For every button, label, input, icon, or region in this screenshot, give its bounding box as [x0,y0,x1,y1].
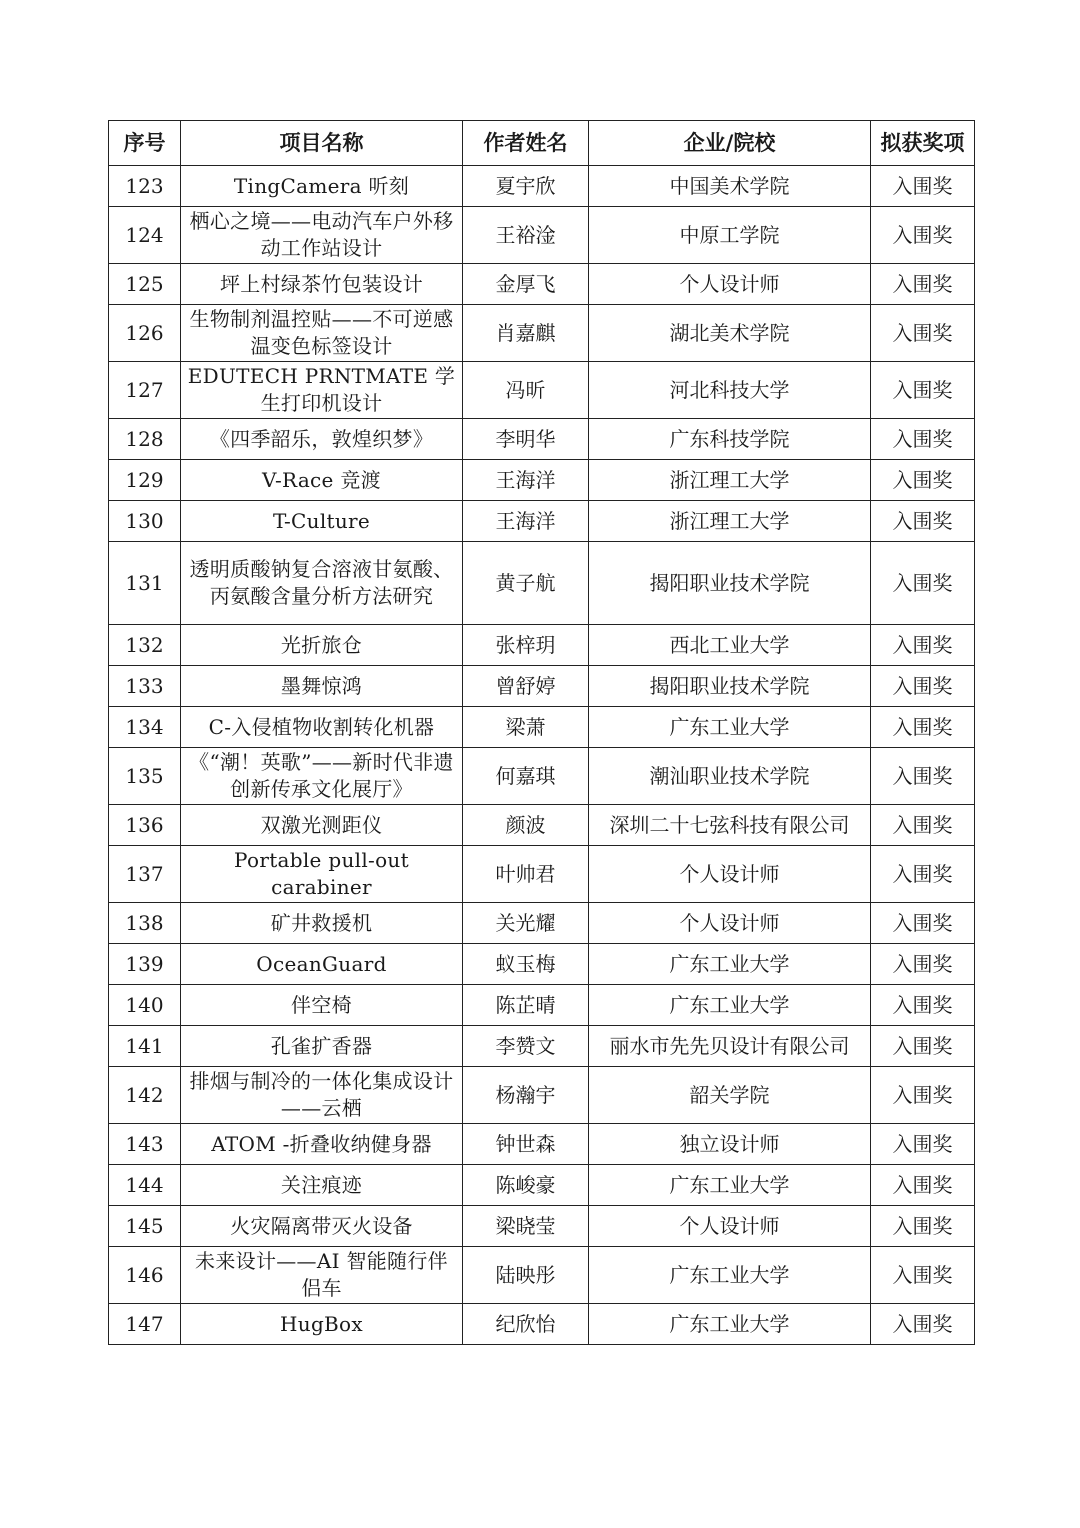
cell-org: 个人设计师 [589,846,871,903]
table-row [109,460,975,501]
table-body [109,166,975,1345]
cell-title: 墨舞惊鸿 [181,666,463,707]
cell-title: 关注痕迹 [181,1165,463,1206]
cell-org: 个人设计师 [589,903,871,944]
cell-org: 独立设计师 [589,1124,871,1165]
cell-org: 广东工业大学 [589,1304,871,1345]
cell-org: 浙江理工大学 [589,501,871,542]
cell-org: 浙江理工大学 [589,460,871,501]
cell-org: 湖北美术学院 [589,305,871,362]
cell-no: 138 [109,903,181,944]
cell-author: 夏宇欣 [463,166,589,207]
cell-no: 130 [109,501,181,542]
cell-org: 个人设计师 [589,264,871,305]
cell-award: 入围奖 [871,707,975,748]
table-row [109,542,975,625]
cell-no: 131 [109,542,181,625]
cell-award: 入围奖 [871,501,975,542]
cell-no: 145 [109,1206,181,1247]
table-row [109,264,975,305]
cell-award: 入围奖 [871,419,975,460]
cell-award: 入围奖 [871,985,975,1026]
table-row [109,805,975,846]
cell-no: 134 [109,707,181,748]
cell-award: 入围奖 [871,1067,975,1124]
cell-title: HugBox [181,1304,463,1345]
cell-author: 陈芷晴 [463,985,589,1026]
table-row [109,707,975,748]
cell-org: 丽水市先先贝设计有限公司 [589,1026,871,1067]
cell-author: 梁晓莹 [463,1206,589,1247]
cell-no: 129 [109,460,181,501]
cell-author: 曾舒婷 [463,666,589,707]
cell-no: 132 [109,625,181,666]
cell-award: 入围奖 [871,1206,975,1247]
cell-no: 128 [109,419,181,460]
cell-title: 火灾隔离带灭火设备 [181,1206,463,1247]
table-row [109,944,975,985]
table-row [109,1067,975,1124]
header-award: 拟获奖项 [871,121,975,166]
cell-author: 金厚飞 [463,264,589,305]
table-row [109,625,975,666]
cell-no: 135 [109,748,181,805]
cell-no: 127 [109,362,181,419]
cell-award: 入围奖 [871,305,975,362]
cell-author: 杨瀚宇 [463,1067,589,1124]
cell-author: 张梓玥 [463,625,589,666]
table-row [109,748,975,805]
cell-org: 广东工业大学 [589,985,871,1026]
cell-award: 入围奖 [871,748,975,805]
table-row [109,985,975,1026]
cell-title: 未来设计——AI 智能随行伴侣车 [181,1247,463,1304]
header-title: 项目名称 [181,121,463,166]
cell-no: 123 [109,166,181,207]
cell-title: 《“潮！英歌”——新时代非遗创新传承文化展厅》 [181,748,463,805]
cell-author: 陆映彤 [463,1247,589,1304]
cell-no: 139 [109,944,181,985]
cell-title: C-入侵植物收割转化机器 [181,707,463,748]
cell-author: 颜波 [463,805,589,846]
cell-award: 入围奖 [871,846,975,903]
cell-author: 肖嘉麒 [463,305,589,362]
cell-no: 125 [109,264,181,305]
cell-title: 孔雀扩香器 [181,1026,463,1067]
cell-award: 入围奖 [871,264,975,305]
cell-award: 入围奖 [871,1247,975,1304]
cell-title: EDUTECH PRNTMATE 学生打印机设计 [181,362,463,419]
cell-title: 坪上村绿茶竹包装设计 [181,264,463,305]
table-row [109,1124,975,1165]
table-row [109,666,975,707]
cell-org: 潮汕职业技术学院 [589,748,871,805]
cell-title: 排烟与制冷的一体化集成设计——云栖 [181,1067,463,1124]
cell-title: 伴空椅 [181,985,463,1026]
cell-author: 黄子航 [463,542,589,625]
cell-title: 生物制剂温控贴——不可逆感温变色标签设计 [181,305,463,362]
cell-org: 广东工业大学 [589,1165,871,1206]
cell-org: 广东工业大学 [589,707,871,748]
cell-org: 韶关学院 [589,1067,871,1124]
cell-no: 140 [109,985,181,1026]
cell-award: 入围奖 [871,166,975,207]
cell-org: 中原工学院 [589,207,871,264]
cell-award: 入围奖 [871,666,975,707]
cell-award: 入围奖 [871,1165,975,1206]
cell-title: 《四季韶乐，敦煌织梦》 [181,419,463,460]
cell-no: 144 [109,1165,181,1206]
cell-award: 入围奖 [871,625,975,666]
table-header-row [109,121,975,166]
cell-no: 137 [109,846,181,903]
cell-author: 钟世森 [463,1124,589,1165]
table-row [109,1206,975,1247]
cell-author: 李赞文 [463,1026,589,1067]
cell-title: TingCamera 听刻 [181,166,463,207]
cell-title: ATOM -折叠收纳健身器 [181,1124,463,1165]
cell-no: 126 [109,305,181,362]
cell-org: 深圳二十七弦科技有限公司 [589,805,871,846]
table-row [109,166,975,207]
table-row [109,1247,975,1304]
cell-award: 入围奖 [871,944,975,985]
cell-no: 143 [109,1124,181,1165]
cell-author: 叶帅君 [463,846,589,903]
cell-org: 个人设计师 [589,1206,871,1247]
header-author: 作者姓名 [463,121,589,166]
cell-no: 146 [109,1247,181,1304]
table-row [109,903,975,944]
cell-org: 揭阳职业技术学院 [589,666,871,707]
header-org: 企业/院校 [589,121,871,166]
cell-award: 入围奖 [871,362,975,419]
cell-no: 141 [109,1026,181,1067]
cell-no: 124 [109,207,181,264]
cell-title: OceanGuard [181,944,463,985]
cell-author: 王裕淦 [463,207,589,264]
cell-award: 入围奖 [871,1304,975,1345]
cell-title: 透明质酸钠复合溶液甘氨酸、丙氨酸含量分析方法研究 [181,542,463,625]
table-row [109,419,975,460]
cell-title: T-Culture [181,501,463,542]
table-row [109,207,975,264]
cell-no: 136 [109,805,181,846]
cell-title: 光折旅仓 [181,625,463,666]
cell-title: 栖心之境——电动汽车户外移动工作站设计 [181,207,463,264]
cell-award: 入围奖 [871,1026,975,1067]
cell-org: 广东工业大学 [589,1247,871,1304]
cell-title: 双激光测距仪 [181,805,463,846]
cell-award: 入围奖 [871,903,975,944]
cell-award: 入围奖 [871,1124,975,1165]
cell-author: 关光耀 [463,903,589,944]
cell-org: 中国美术学院 [589,166,871,207]
cell-org: 西北工业大学 [589,625,871,666]
cell-author: 梁萧 [463,707,589,748]
cell-org: 广东科技学院 [589,419,871,460]
table-row [109,362,975,419]
cell-author: 蚁玉梅 [463,944,589,985]
cell-title: 矿井救援机 [181,903,463,944]
header-no: 序号 [109,121,181,166]
cell-award: 入围奖 [871,460,975,501]
cell-author: 纪欣怡 [463,1304,589,1345]
cell-org: 广东工业大学 [589,944,871,985]
cell-author: 王海洋 [463,501,589,542]
cell-title: V-Race 竞渡 [181,460,463,501]
cell-author: 何嘉琪 [463,748,589,805]
cell-author: 李明华 [463,419,589,460]
table-row [109,1026,975,1067]
cell-award: 入围奖 [871,542,975,625]
cell-no: 133 [109,666,181,707]
cell-no: 142 [109,1067,181,1124]
cell-author: 陈峻豪 [463,1165,589,1206]
table-row [109,305,975,362]
cell-title: Portable pull-out carabiner [181,846,463,903]
table-row [109,846,975,903]
cell-award: 入围奖 [871,805,975,846]
cell-author: 王海洋 [463,460,589,501]
table-row [109,1304,975,1345]
cell-org: 揭阳职业技术学院 [589,542,871,625]
award-table [108,120,975,1345]
cell-org: 河北科技大学 [589,362,871,419]
cell-author: 冯昕 [463,362,589,419]
table-row [109,1165,975,1206]
cell-no: 147 [109,1304,181,1345]
cell-award: 入围奖 [871,207,975,264]
table-row [109,501,975,542]
